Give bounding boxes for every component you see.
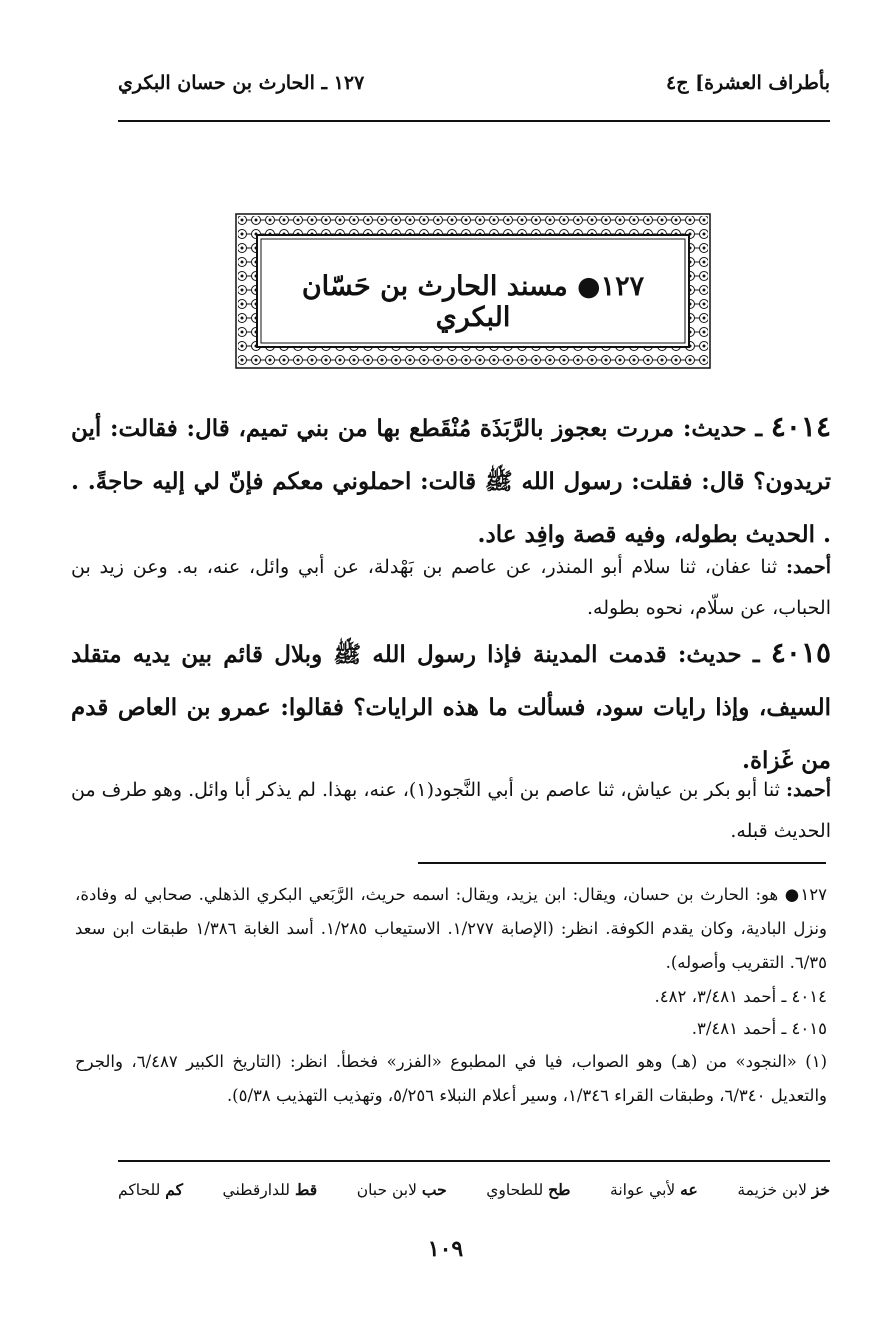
source-label: أحمد: (786, 779, 831, 801)
source-text: ثنا عفان، ثنا سلام أبو المنذر، عن عاصم بن بَهْدلة، عن أبي وائل، عنه، به. وعن زيد بن الحباب، عن سلّام، نحوه بطوله. (71, 556, 831, 619)
abbreviation-item: قط للدارقطني (222, 1180, 318, 1199)
abbreviation-item: خز لابن خزيمة (737, 1180, 830, 1199)
source-text: ثنا أبو بكر بن عياش، ثنا عاصم بن أبي النَّجود(١)، عنه، بهذا. لم يذكر أبا وائل. وهو طرف من الحديث قبله. (71, 779, 831, 842)
footnote-rule (418, 862, 826, 864)
source-label: أحمد: (786, 556, 831, 578)
hadith-4015 (71, 626, 831, 787)
abbreviations-key (118, 1180, 830, 1199)
source-4015 (71, 770, 831, 852)
header-section-title: ١٢٧ ـ الحارث بن حسان البكري (118, 72, 365, 94)
source-4014 (71, 547, 831, 629)
page-number: ١٠٩ (427, 1236, 464, 1262)
section-title-box (235, 213, 711, 369)
footnote-bio: ١٢٧● هو: الحارث بن حسان، ويقال: ابن يزيد، ويقال: اسمه حريث، الرَّبَعي البكري الذهلي. صحابي له وفادة، ونزل البادية، وكان يقدم الكوفة. انظر: (الإصابة ١/٢٧٧. الاستيعاب ١/٢٨٥. أسد الغابة ١/٣٨٦ طبقات ابن سعد ٦/٣٥. التقريب وأصوله). (75, 885, 827, 972)
hadith-number: ٤٠١٤ (770, 410, 831, 443)
header-rule (118, 120, 830, 122)
abbreviations-rule (118, 1160, 830, 1162)
abbreviation-item: كم للحاكم (118, 1180, 183, 1199)
abbreviation-item: حب لابن حبان (356, 1180, 447, 1199)
hadith-number: ٤٠١٥ (770, 636, 832, 669)
footnote-ref-4014: ٤٠١٤ ـ أحمد ٣/٤٨١، ٤٨٢. (654, 987, 827, 1006)
hadith-text: ـ حديث: مررت بعجوز بالرَّبَذَة مُنْقَطع بها من بني تميم، قال: فقالت: أين تريدون؟ قال: فقلت: رسول الله ﷺ قالت: احملوني معكم فإنّ لي إليه حاجةً. . . الحديث بطوله، وفيه قصة وافِد عاد. (71, 415, 831, 548)
abbreviation-item: طح للطحاوي (486, 1180, 571, 1199)
header-book-title: بأطراف العشرة] ج٤ (666, 72, 830, 94)
running-header (118, 66, 830, 106)
hadith-4014 (71, 400, 831, 561)
section-title: ١٢٧● مسند الحارث بن حَسّان البكري (301, 271, 645, 333)
footnote-ref-4015: ٤٠١٥ ـ أحمد ٣/٤٨١. (691, 1019, 827, 1038)
footnote-1: (١) «النجود» من (هـ) وهو الصواب، فيا في المطبوع «الفزر» فخطأ. انظر: (التاريخ الكبير ٦/٤٨٧، والجرح والتعديل ٦/٣٤٠، وطبقات القراء ١/٣٤٦، وسير أعلام النبلاء ٥/٢٥٦، وتهذيب التهذيب ٥/٣٨). (75, 1052, 827, 1105)
abbreviation-item: عه لأبي عوانة (610, 1180, 698, 1199)
hadith-text: ـ حديث: قدمت المدينة فإذا رسول الله ﷺ وبلال قائم بين يديه متقلد السيف، وإذا رايات سود، فسألت ما هذه الرايات؟ فقالوا: عمرو بن العاص قدم من غَزاة. (71, 641, 831, 774)
